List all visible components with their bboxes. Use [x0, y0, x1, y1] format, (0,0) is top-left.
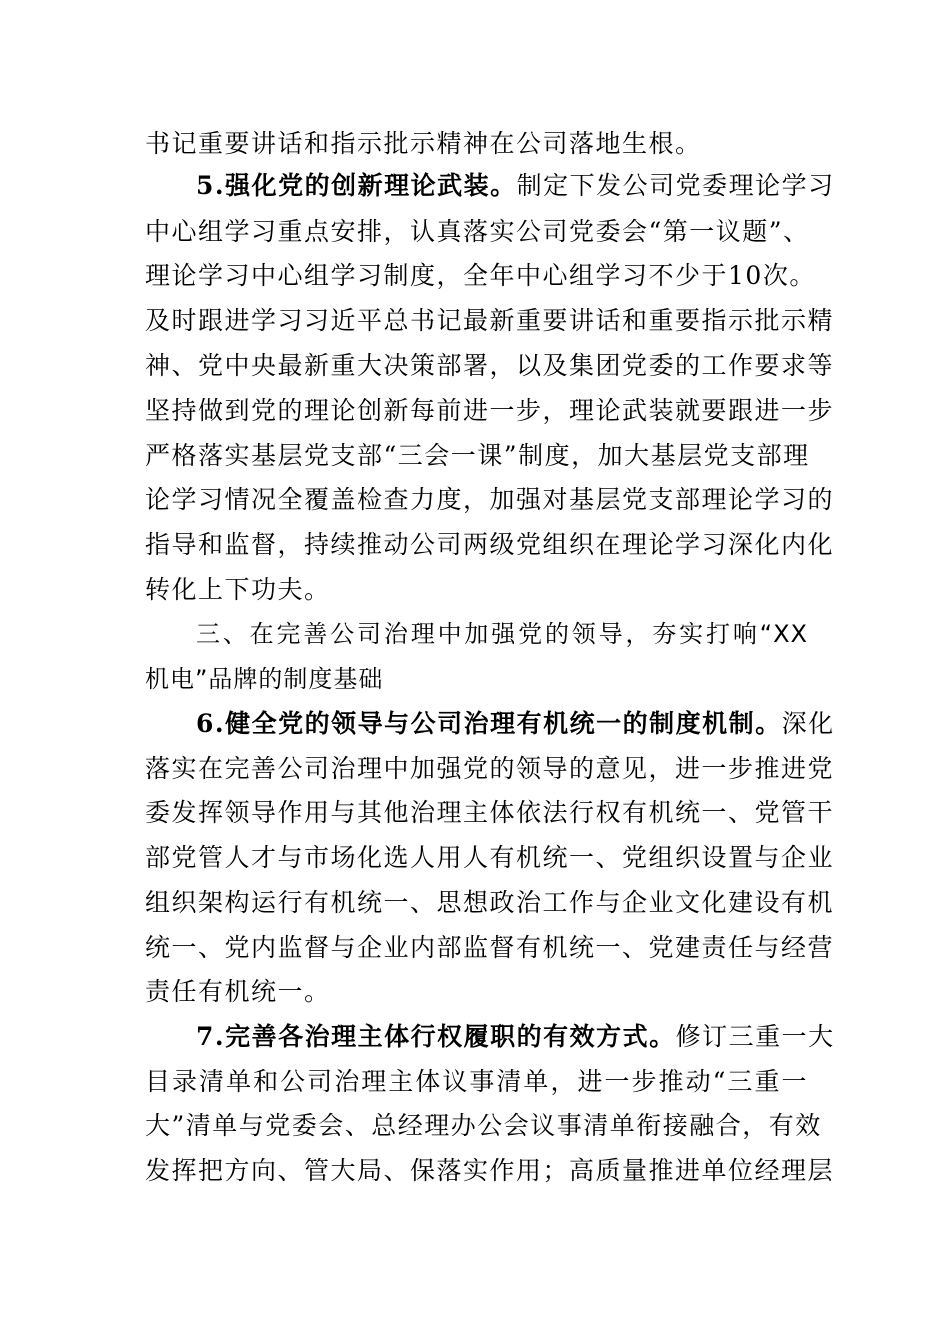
paragraph-line: 责任有机统一。: [145, 977, 331, 1006]
paragraph-line: 指导和监督，持续推动公司两级党组织在理论学习深化内化: [145, 530, 835, 559]
paragraph-line: 统一、党内监督与企业内部监督有机统一、党建责任与经营: [145, 933, 835, 962]
paragraph-line: 目录清单和公司治理主体议事清单，进一步推动“三重一: [145, 1067, 808, 1096]
paragraph-line: 书记重要讲话和指示批示精神在公司落地生根。: [145, 129, 702, 158]
paragraph-line: 理论学习中心组学习制度，全年中心组学习不少于10次。: [145, 261, 816, 290]
paragraph-text: 修订三重一大: [675, 1022, 835, 1051]
paragraph-text: 制定下发公司党委理论学习: [516, 171, 835, 200]
paragraph-line: 组织架构运行有机统一、思想政治工作与企业文化建设有机: [145, 888, 835, 917]
paragraph-line: 及时跟进学习习近平总书记最新重要讲话和重要指示批示精: [145, 306, 835, 335]
paragraph-line: 转化上下功夫。: [145, 575, 331, 604]
paragraph-line: 委发挥领导作用与其他治理主体依法行权有机统一、党管干: [145, 798, 835, 827]
paragraph-line: [196, 166, 835, 206]
paragraph-text: 深化: [781, 709, 835, 738]
paragraph-line: 发挥把方向、管大局、保落实作用；高质量推进单位经理层: [145, 1156, 835, 1185]
chapter-heading: 三、在完善公司治理中加强党的领导，夯实打响“XX: [196, 620, 808, 648]
paragraph-line: 大”清单与党委会、总经理办公会议事清单衔接融合，有效: [145, 1111, 822, 1140]
section-title-5: 5.强化党的创新理论武装。: [196, 171, 517, 200]
paragraph-line: 严格落实基层党支部“三会一课”制度，加大基层党支部理: [145, 441, 810, 470]
paragraph-line: 部党管人才与市场化选人用人有机统一、党组织设置与企业: [145, 843, 835, 872]
section-title-6: 6.健全党的领导与公司治理有机统一的制度机制。: [196, 709, 782, 738]
paragraph-line: 坚持做到党的理论创新每前进一步，理论武装就要跟进一步: [145, 396, 835, 425]
paragraph-line: [196, 1017, 835, 1057]
section-title-7: 7.完善各治理主体行权履职的有效方式。: [196, 1022, 676, 1051]
chapter-heading: 机电”品牌的制度基础: [145, 665, 384, 693]
paragraph-line: 神、党中央最新重大决策部署，以及集团党委的工作要求等: [145, 351, 835, 380]
paragraph-line: 落实在完善公司治理中加强党的领导的意见，进一步推进党: [145, 754, 835, 783]
paragraph-line: 论学习情况全覆盖检查力度，加强对基层党支部理论学习的: [145, 485, 835, 514]
paragraph-line: [196, 704, 835, 744]
paragraph-line: 中心组学习重点安排，认真落实公司党委会“第一议题”、: [145, 217, 810, 246]
